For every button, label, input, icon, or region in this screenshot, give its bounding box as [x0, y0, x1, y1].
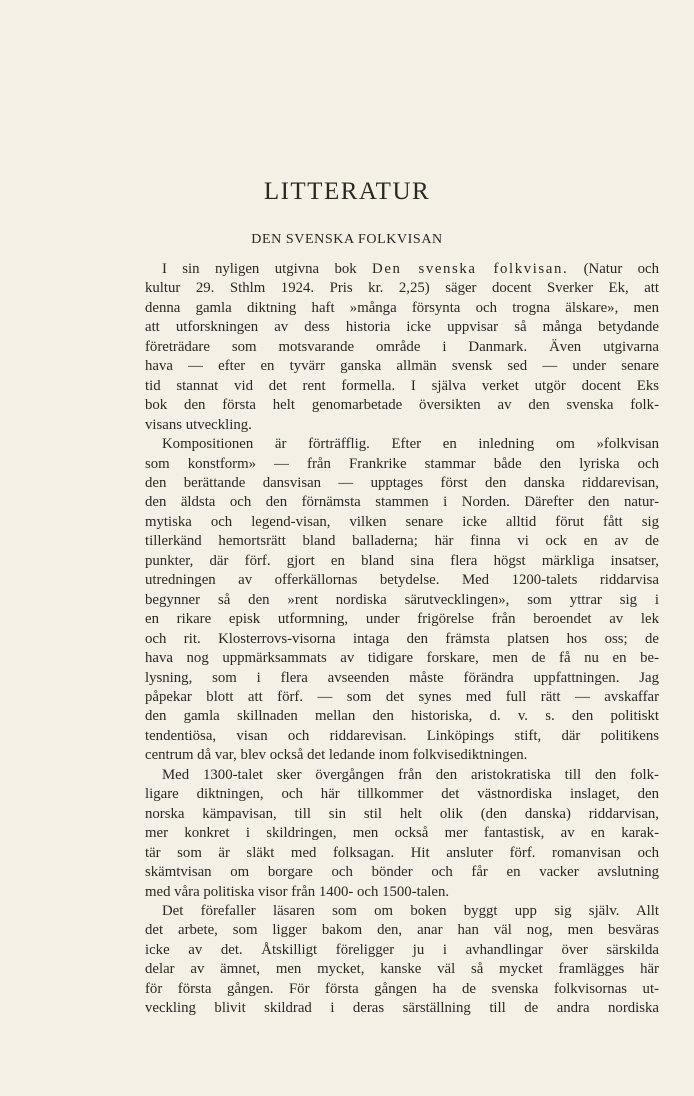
text-line-content: den berättande dansvisan — upptages först den danska riddarevisan,	[145, 474, 659, 491]
text-line-content: att utforskningen av dess historia icke uppvisar så många betydande	[145, 319, 659, 336]
text-line	[145, 435, 659, 454]
text-line-content: den äldsta och den förnämsta stammen i Norden. Därefter den natur-	[145, 494, 659, 511]
text-line	[145, 669, 659, 688]
text-line-content: delar av ämnet, men mycket, kanske väl så mycket framlägges här	[145, 961, 659, 978]
text-line	[145, 844, 659, 863]
text-line-content: centrum då var, blev också det ledande inom folkvisediktningen.	[145, 747, 528, 764]
text-line-content: punkter, där förf. gjort en bland sina flera högst märkliga insatser,	[145, 552, 659, 569]
text-line	[145, 532, 659, 551]
text-line	[145, 513, 659, 532]
text-line	[145, 883, 659, 902]
text-line-content: påpekar blott att förf. — som det synes med full rätt — avskaffar	[145, 688, 659, 705]
text-line	[145, 338, 659, 357]
text-line	[145, 357, 659, 376]
text-line-tail: (Natur och	[568, 261, 659, 277]
text-line-content: ligare diktningen, och här tillkommer det västnordiska inslaget, den	[145, 786, 659, 803]
text-line-content: mytiska och legend-visan, vilken senare icke alltid förut fått sig	[145, 513, 659, 530]
text-line-content: hava nog uppmärksammats av tidigare forskare, men de få nu en be-	[145, 650, 659, 667]
text-line-content: med våra politiska visor från 1400- och 1500-talen.	[145, 883, 450, 900]
text-line	[145, 688, 659, 707]
text-line-content: denna gamla diktning haft »många försynta och trogna älskare», men	[145, 299, 659, 316]
text-line	[145, 746, 659, 765]
text-line-content: Kompositionen är förträfflig. Efter en inledning om »folkvisan	[162, 436, 659, 453]
article-title: DEN SVENSKA FOLKVISAN	[251, 232, 443, 247]
text-line	[145, 921, 659, 940]
text-line	[145, 649, 659, 668]
text-line	[145, 980, 659, 999]
text-line	[145, 318, 659, 337]
text-line-content: en rikare episk utformning, under frigörelse från beroendet av lek	[145, 611, 659, 628]
text-line-content: lysning, som i flera avseenden måste förändra uppfattningen. Jag	[145, 669, 659, 686]
text-line	[145, 279, 659, 298]
text-line	[145, 941, 659, 960]
text-line-content: visans utveckling.	[145, 416, 252, 433]
text-line-content: tendentiösa, visan och riddarevisan. Linköpings stift, där politikens	[145, 727, 659, 744]
text-line	[145, 493, 659, 512]
text-line	[145, 902, 659, 921]
text-line	[145, 299, 659, 318]
text-line-content: utredningen av offerkällornas betydelse. Med 1200-talets riddarvisa	[145, 572, 659, 589]
text-line	[145, 455, 659, 474]
text-line-content: icke av det. Åtskilligt föreligger ju i avhandlingar över särskilda	[145, 941, 659, 958]
text-line-content: för första gången. För första gången ha de svenska folkvisornas ut-	[145, 980, 659, 997]
text-line-content: tär som är släkt med folksagan. Hit ansluter förf. romanvisan och	[145, 844, 659, 861]
text-line	[145, 960, 659, 979]
text-line	[145, 785, 659, 804]
text-line-content: tillerkänd hemortsrätt bland balladerna; här finna vi ock en av de	[145, 533, 659, 550]
text-line-content: hava — efter en tyvärr ganska allmän svensk sed — under senare	[145, 358, 659, 375]
text-line-content: och rit. Klosterrovs-visorna intaga den främsta platsen hos oss; de	[145, 630, 659, 647]
section-heading: LITTERATUR	[263, 178, 431, 205]
text-line-content: Med 1300-talet sker övergången från den aristokratiska till den folk-	[162, 766, 659, 783]
text-line	[145, 260, 659, 279]
text-line	[145, 377, 659, 396]
text-line-content: veckling blivit skildrad i deras särställning till de andra nordiska	[145, 1000, 659, 1017]
text-line	[145, 805, 659, 824]
text-line-content: kultur 29. Sthlm 1924. Pris kr. 2,25) säger docent Sverker Ek, att	[145, 280, 659, 297]
text-line-content: norska kämpavisan, till sin stil helt olik (den danska) riddarvisan,	[145, 805, 659, 822]
text-line-content: tid stannat vid det rent formella. I själva verket utgör docent Eks	[145, 377, 659, 394]
text-line	[145, 474, 659, 493]
text-line-content: begynner så den »rent nordiska särutvecklingen», som yttrar sig i	[145, 591, 659, 608]
text-line	[145, 999, 659, 1018]
text-line	[145, 766, 659, 785]
text-line-content: den gamla skillnaden mellan den historiska, d. v. s. den politiskt	[145, 708, 659, 725]
text-line-content: det arbete, som ligger bakom den, anar han väl nog, men besväras	[145, 922, 659, 939]
text-line	[145, 630, 659, 649]
text-line-content: skämtvisan om borgare och bönder och får en vacker avslutning	[145, 864, 659, 881]
text-line-content: som konstform» — från Frankrike stammar både den lyriska och	[145, 455, 659, 472]
book-title: Den svenska folkvisan.	[372, 261, 569, 277]
text-line-content: Det förefaller läsaren som om boken byggt upp sig själv. Allt	[162, 902, 659, 919]
text-line	[145, 571, 659, 590]
text-line	[145, 863, 659, 882]
text-line-content: företrädare som motsvarande område i Danmark. Även utgivarna	[145, 338, 659, 355]
text-line-content: mer konkret i skildringen, men också mer fantastisk, av en karak-	[145, 825, 659, 842]
text-line	[145, 552, 659, 571]
text-line	[145, 824, 659, 843]
text-line-content: bok den första helt genomarbetade översikten av den svenska folk-	[145, 397, 659, 414]
text-line	[145, 396, 659, 415]
text-line	[145, 610, 659, 629]
text-line	[145, 591, 659, 610]
text-line	[145, 707, 659, 726]
text-line	[145, 727, 659, 746]
text-line-content: I sin nyligen utgivna bok	[162, 261, 357, 277]
article-body	[145, 260, 659, 1019]
text-line	[145, 416, 659, 435]
